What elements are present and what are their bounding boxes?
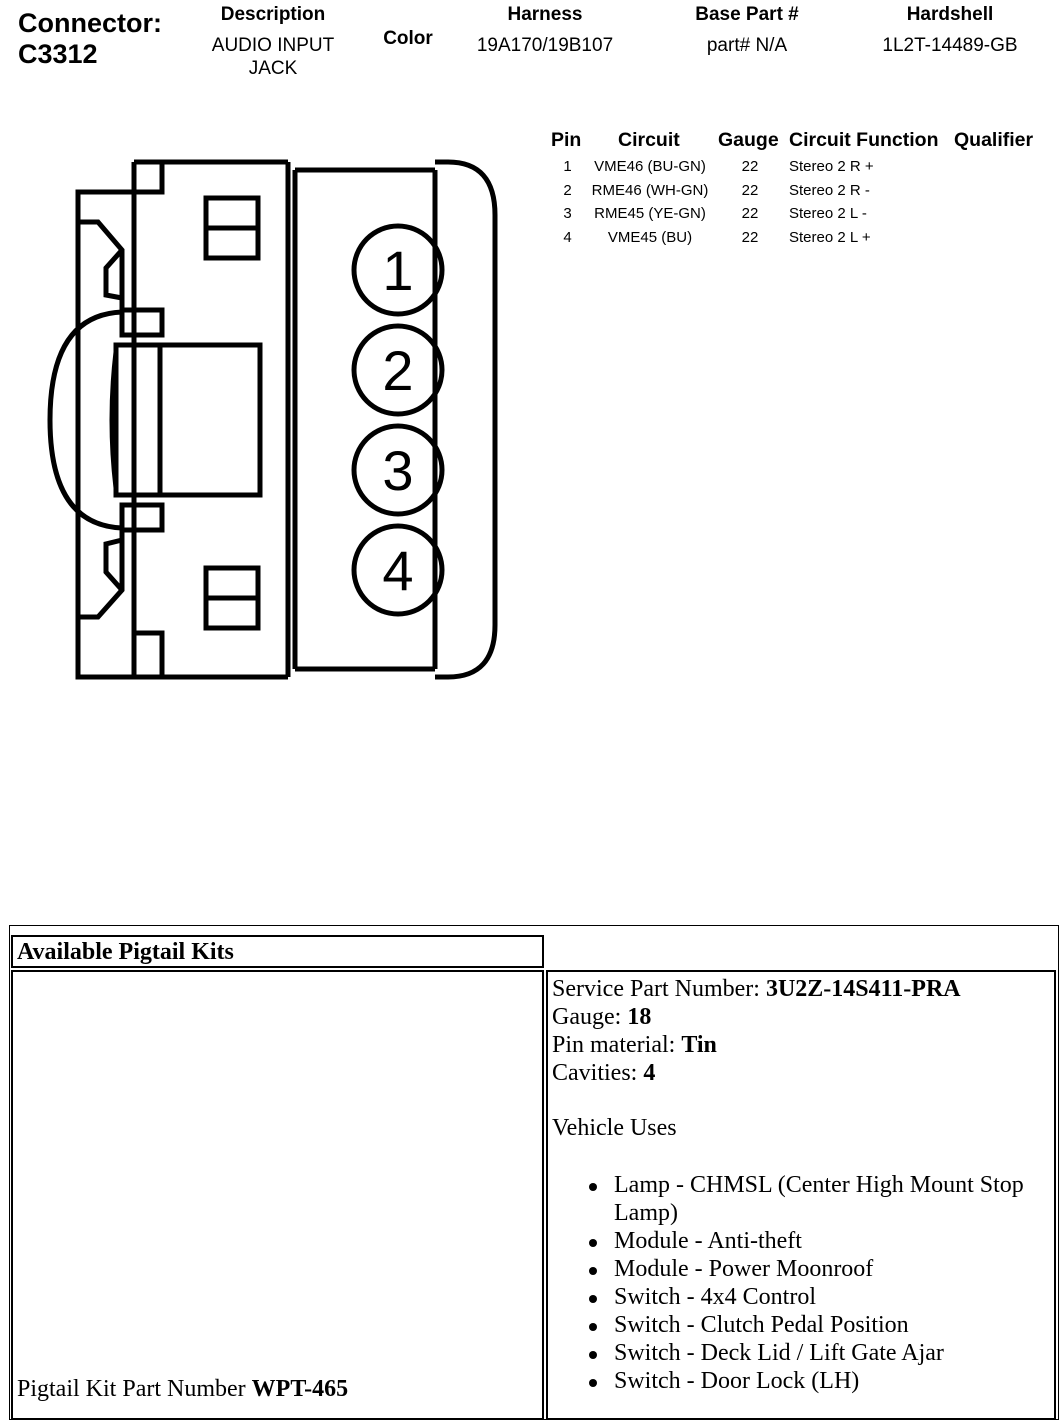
pin-number: 3 [563,205,572,222]
circuit-header: Circuit [618,129,680,151]
connector-label: Connector: [18,8,162,38]
connector-title [18,8,162,70]
pin-number: 2 [563,182,572,199]
pin-material-value: Tin [681,1032,717,1058]
description-value-line1: AUDIO INPUT [211,35,335,56]
gauge-cell: 22 [741,182,759,199]
circuit-cell: VME46 (BU-GN) [594,158,706,175]
gauge-cell: 22 [741,158,759,175]
pin-cavities [354,226,442,614]
pigtail-kit-cell [11,970,544,1420]
connector-diagram [40,150,510,690]
function-cell: Stereo 2 R - [789,182,870,199]
pin-label-3: 3 [382,439,414,502]
list-item: Switch - Deck Lid / Lift Gate Ajar [552,1339,1052,1367]
service-part-value: 3U2Z-14S411-PRA [765,976,961,1002]
pigtail-title-cell [11,935,544,968]
description-value-line2: JACK [248,58,298,79]
pin-number: 4 [563,229,572,246]
harness-value: 19A170/19B107 [476,35,614,56]
qualifier-header: Qualifier [954,129,1034,151]
circuit-cell: RME45 (YE-GN) [594,205,706,222]
cavities-value: 4 [643,1060,656,1086]
base-part-value: part# N/A [706,35,788,56]
list-item: Switch - 4x4 Control [552,1283,1052,1311]
pin-label-1: 1 [382,239,414,302]
vehicle-uses-label: Vehicle Uses [552,1115,677,1141]
gauge-value: 18 [627,1004,652,1030]
pigtail-spec-cell [546,970,1056,1420]
pin-number: 1 [563,158,572,175]
function-cell: Stereo 2 R + [789,158,874,175]
function-header: Circuit Function [789,129,939,151]
list-item: Lamp - CHMSL (Center High Mount Stop Lamp) [552,1171,1052,1227]
pin-material-line [552,1031,1052,1059]
pin-label-4: 4 [382,539,414,602]
description-value [183,34,363,80]
vehicle-uses-list [552,1171,1052,1395]
pigtail-specs [552,975,1052,1395]
cavities-label: Cavities: [552,1060,638,1086]
pin-header: Pin [551,129,582,151]
gauge-cell: 22 [741,205,759,222]
pin-material-label: Pin material: [552,1032,676,1058]
connector-id: C3312 [18,39,98,69]
color-label: Color [383,28,433,49]
list-item: Switch - Door Lock (LH) [552,1367,1052,1395]
pigtail-kit-part [17,1375,348,1403]
function-cell: Stereo 2 L - [789,205,867,222]
pin-label-2: 2 [382,339,414,402]
list-item: Module - Power Moonroof [552,1255,1052,1283]
service-part-label: Service Part Number: [552,976,760,1002]
kit-part-value: WPT-465 [251,1376,349,1402]
service-part-line [552,975,1052,1003]
list-item: Switch - Clutch Pedal Position [552,1311,1052,1339]
function-cell: Stereo 2 L + [789,229,871,246]
gauge-header: Gauge [718,129,779,151]
hardshell-value: 1L2T-14489-GB [882,35,1018,56]
gauge-line [552,1003,1052,1031]
kit-part-label: Pigtail Kit Part Number [17,1376,246,1402]
circuit-cell: RME46 (WH-GN) [591,182,709,199]
list-item: Module - Anti-theft [552,1227,1052,1255]
hardshell-label: Hardshell [906,4,994,25]
base-part-label: Base Part # [695,4,799,25]
cavities-line [552,1059,1052,1087]
description-label: Description [220,4,326,25]
gauge-label: Gauge: [552,1004,622,1030]
circuit-cell: VME45 (BU) [607,229,693,246]
pigtail-title: Available Pigtail Kits [17,939,234,965]
gauge-cell: 22 [741,229,759,246]
harness-label: Harness [507,4,583,25]
